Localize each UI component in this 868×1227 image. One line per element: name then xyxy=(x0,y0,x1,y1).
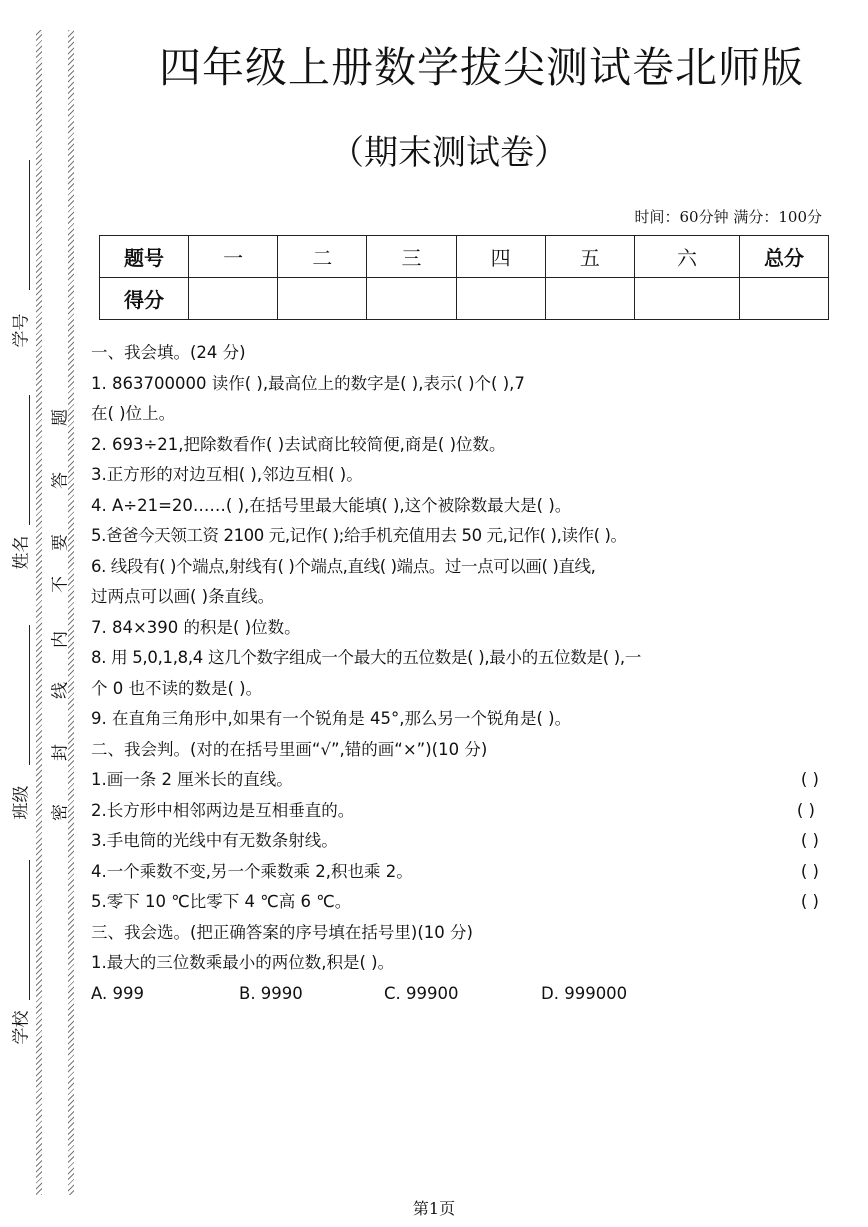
score-input-cell[interactable] xyxy=(367,278,456,320)
school-line xyxy=(29,860,30,1000)
judge-text: 1.画一条 2 厘米长的直线。 xyxy=(91,770,293,789)
question-line: 过两点可以画( )条直线。 xyxy=(91,587,275,606)
answer-paren[interactable]: ( ) xyxy=(800,831,819,850)
score-input-cell[interactable] xyxy=(635,278,740,320)
option-d[interactable]: D. 999000 xyxy=(541,983,628,1003)
seal-char: 答 xyxy=(50,472,71,489)
answer-paren[interactable]: ( ) xyxy=(800,892,819,911)
class-label: 班级 xyxy=(11,785,32,820)
seal-char: 要 xyxy=(50,534,71,551)
question-line: 个 0 也不读的数是( )。 xyxy=(91,678,263,698)
name-line xyxy=(29,395,30,525)
judge-item xyxy=(91,826,831,857)
seal-char: 不 xyxy=(50,576,71,593)
judge-item xyxy=(91,796,831,827)
student-id-label: 学号 xyxy=(11,313,32,348)
question-line: 3.正方形的对边互相( ),邻边互相( )。 xyxy=(91,465,363,484)
seal-char: 内 xyxy=(50,631,71,648)
table-cell: 三 xyxy=(367,236,456,278)
judge-item xyxy=(91,857,831,888)
seal-char: 题 xyxy=(50,409,71,426)
score-input-cell[interactable] xyxy=(456,278,545,320)
seal-char: 封 xyxy=(50,744,71,761)
question-line: 6. 线段有( )个端点,射线有( )个端点,直线( )端点。过一点可以画( )直线, xyxy=(91,556,596,576)
page-title: 四年级上册数学拔尖测试卷北师版 xyxy=(158,43,804,92)
option-c[interactable]: C. 99900 xyxy=(384,983,459,1003)
option-row xyxy=(91,979,831,1010)
exam-content xyxy=(91,338,831,1009)
judge-text: 2.长方形中相邻两边是互相垂直的。 xyxy=(91,800,355,820)
question-line: 9. 在直角三角形中,如果有一个锐角是 45°,那么另一个锐角是( )。 xyxy=(91,709,572,728)
seal-char: 密 xyxy=(50,804,71,821)
judge-item xyxy=(91,765,831,796)
class-line xyxy=(29,625,30,765)
table-cell: 总分 xyxy=(740,236,829,278)
question-line: 5.爸爸今天领工资 2100 元,记作( );给手机充值用去 50 元,记作( ),读作( )。 xyxy=(91,526,627,545)
student-id-line xyxy=(29,160,30,290)
score-input-cell[interactable] xyxy=(740,278,829,320)
section-heading: 三、我会选。(把正确答案的序号填在括号里)(10 分) xyxy=(91,922,473,942)
judge-item xyxy=(91,887,831,918)
question-line: 8. 用 5,0,1,8,4 这几个数字组成一个最大的五位数是( ),最小的五位数是( ),一 xyxy=(91,648,642,667)
section-heading: 一、我会填。(24 分) xyxy=(91,343,246,362)
question-line: 在( )位上。 xyxy=(91,404,176,423)
table-row xyxy=(100,278,829,320)
school-label: 学校 xyxy=(11,1010,32,1045)
score-input-cell[interactable] xyxy=(278,278,367,320)
question-line: 1. 863700000 读作( ),最高位上的数字是( ),表示( )个( ),7 xyxy=(91,373,525,393)
table-cell: 得分 xyxy=(100,278,189,320)
table-cell: 二 xyxy=(278,236,367,278)
option-a[interactable]: A. 999 xyxy=(91,983,144,1003)
question-line: 4. A÷21=20……( ),在括号里最大能填( ),这个被除数最大是( )。 xyxy=(91,495,572,515)
question-line: 1.最大的三位数乘最小的两位数,积是( )。 xyxy=(91,953,395,972)
question-line: 7. 84×390 的积是( )位数。 xyxy=(91,617,301,637)
judge-text: 3.手电筒的光线中有无数条射线。 xyxy=(91,831,338,850)
exam-meta: 时间：60分钟 满分：100分 xyxy=(634,208,822,226)
table-row xyxy=(100,236,829,278)
table-cell: 题号 xyxy=(100,236,189,278)
judge-text: 4.一个乘数不变,另一个乘数乘 2,积也乘 2。 xyxy=(91,861,413,881)
page-subtitle: （期末测试卷） xyxy=(330,133,568,173)
question-line: 2. 693÷21,把除数看作( )去试商比较简便,商是( )位数。 xyxy=(91,434,506,454)
name-label: 姓名 xyxy=(11,535,32,570)
judge-text: 5.零下 10 ℃比零下 4 ℃高 6 ℃。 xyxy=(91,892,352,911)
score-input-cell[interactable] xyxy=(189,278,278,320)
answer-paren[interactable]: ( ) xyxy=(796,800,815,820)
seal-char: 线 xyxy=(50,682,71,699)
section-heading: 二、我会判。(对的在括号里画“√”,错的画“×”)(10 分) xyxy=(91,739,488,759)
table-cell: 一 xyxy=(189,236,278,278)
score-input-cell[interactable] xyxy=(545,278,634,320)
score-table xyxy=(99,235,829,320)
option-b[interactable]: B. 9990 xyxy=(239,983,303,1003)
answer-paren[interactable]: ( ) xyxy=(800,861,819,881)
table-cell: 四 xyxy=(456,236,545,278)
table-cell: 六 xyxy=(635,236,740,278)
page-number: 第1页 xyxy=(412,1199,456,1218)
answer-paren[interactable]: ( ) xyxy=(800,770,819,789)
binding-strip xyxy=(42,30,68,1195)
table-cell: 五 xyxy=(545,236,634,278)
